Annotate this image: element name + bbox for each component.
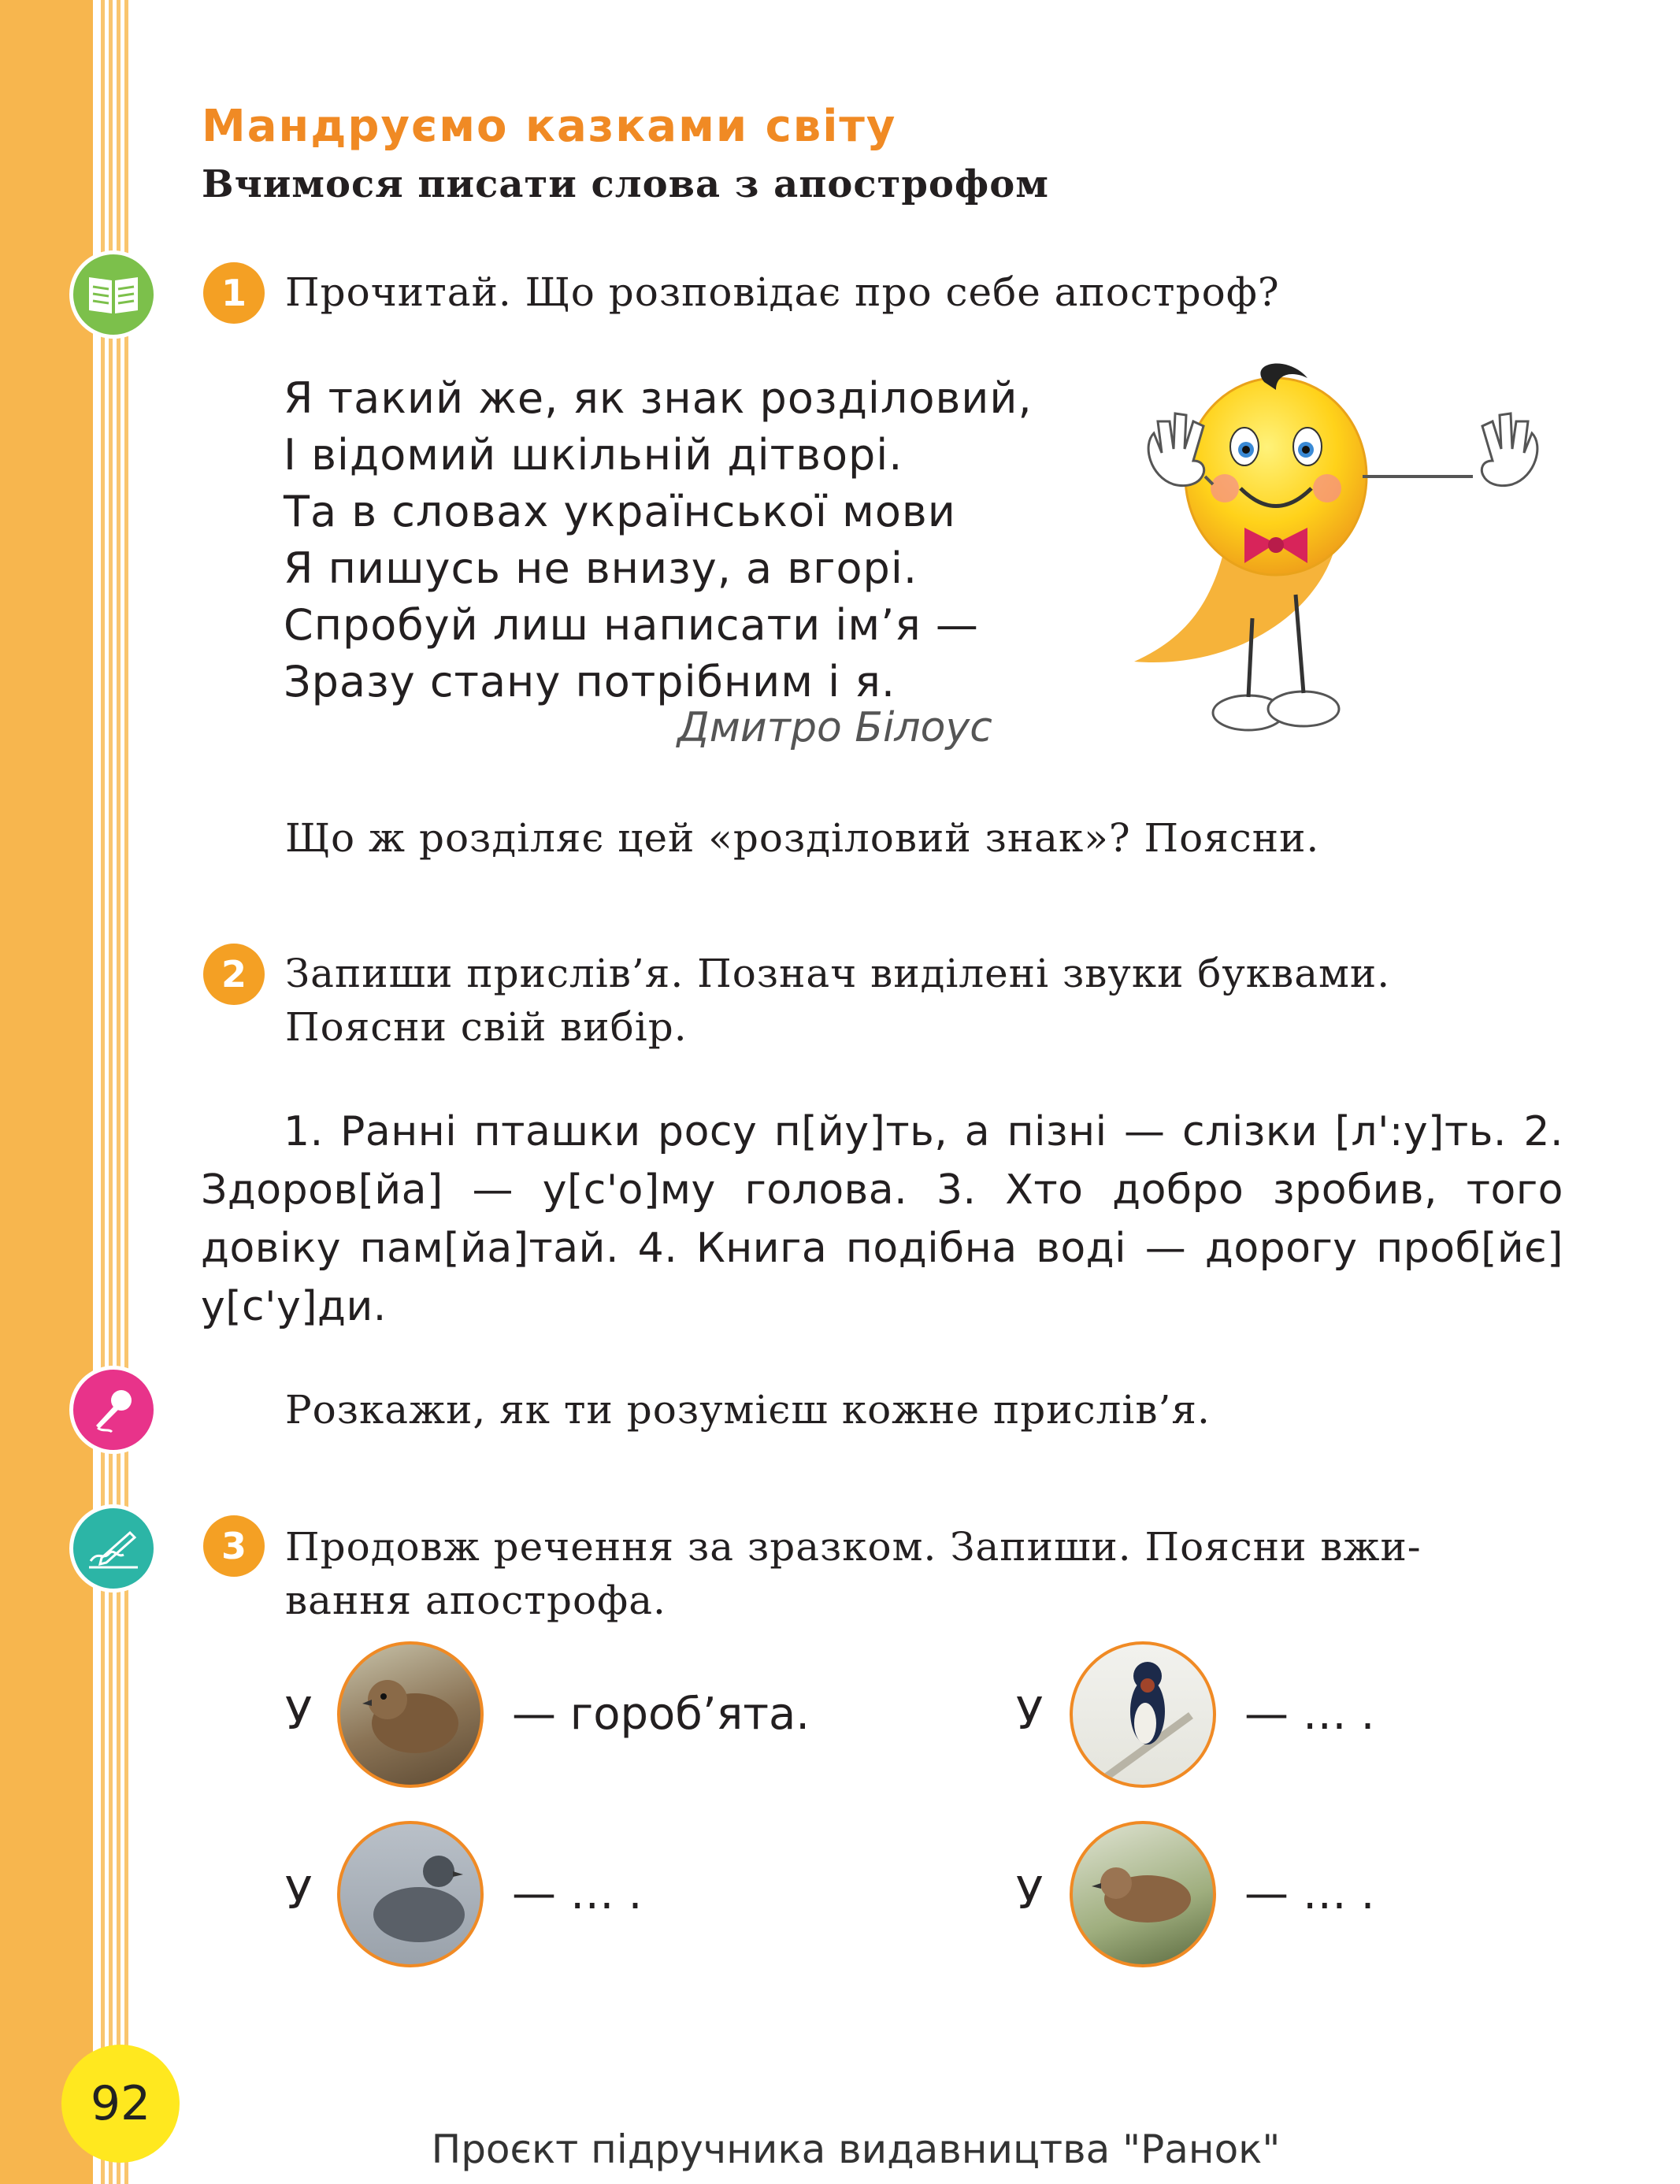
proverbs: 1. Ранні пташки росу п[йу]ть, а пізні — слізки [л':у]ть. 2. Здоров[йа] — у[с'о]му голова. 3. Хто добро зробив, того довіку пам[йа]тай. 4. Книга подібна воді — дорогу проб[йє] у[с'у]ди.	[201, 1108, 1563, 1330]
poem-author: Дмитро Білоус	[677, 704, 992, 751]
task-number-badge: 3	[203, 1515, 265, 1577]
sentence-suffix: — гороб’ята.	[512, 1689, 810, 1740]
task-question: Що ж розділяє цей «розділовий знак»? Поясни.	[285, 815, 1320, 861]
sentence-prefix: У	[1016, 1868, 1044, 1919]
task-instruction-line: Поясни свій вибір.	[285, 1004, 688, 1050]
task-instruction-line: Продовж речення за зразком. Запиши. Поясни вжи-	[285, 1524, 1422, 1570]
discussion-prompt: Розкажи, як ти розумієш кожне прислів’я.	[285, 1387, 1211, 1433]
poem-line: Зразу стану потрібним і я.	[284, 657, 896, 706]
poem	[284, 370, 1033, 710]
swallow-photo	[1070, 1641, 1216, 1788]
sentence-prefix: У	[285, 1868, 313, 1919]
poem-line: Та в словах української мови	[284, 487, 956, 536]
poem-line: Я такий же, як знак розділовий,	[284, 373, 1033, 423]
sentence-prefix: У	[1016, 1689, 1044, 1740]
microphone-icon	[69, 1366, 158, 1454]
sparrow-photo	[337, 1641, 484, 1788]
proverbs-text	[201, 1103, 1563, 1336]
sentence-prefix: У	[285, 1689, 313, 1740]
apostrophe-mascot	[1118, 358, 1567, 736]
left-sidebar-band	[0, 0, 93, 2184]
task-instruction	[285, 1520, 1561, 1627]
pigeon-photo	[337, 1821, 484, 1967]
task-number-badge: 2	[203, 944, 265, 1005]
task-instruction	[285, 947, 1561, 1054]
task-instruction-line: вання апострофа.	[285, 1578, 666, 1623]
task-number-badge: 1	[203, 262, 265, 324]
sparrow-photo	[1070, 1821, 1216, 1967]
sentence-suffix: — … .	[1244, 1689, 1375, 1740]
page-title: Мандруємо казками світу	[202, 101, 897, 152]
task-instruction-line: Запиши прислів’я. Познач виділені звуки буквами.	[285, 951, 1391, 996]
sentence-suffix: — … .	[512, 1868, 643, 1919]
sentence-suffix: — … .	[1244, 1868, 1375, 1919]
page-number: 92	[61, 2045, 180, 2163]
poem-line: Я пишусь не внизу, а вгорі.	[284, 543, 918, 593]
poem-line: І відомий шкільній дітворі.	[284, 430, 903, 480]
poem-line: Спробуй лиш написати ім’я —	[284, 600, 979, 650]
task-instruction: Прочитай. Що розповідає про себе апостроф?	[285, 269, 1280, 315]
pen-writing-icon	[69, 1504, 158, 1593]
lesson-subtitle: Вчимося писати слова з апострофом	[202, 162, 1049, 206]
footer-note: Проєкт підручника видавництва "Ранок"	[431, 2127, 1281, 2172]
book-icon	[69, 250, 158, 339]
